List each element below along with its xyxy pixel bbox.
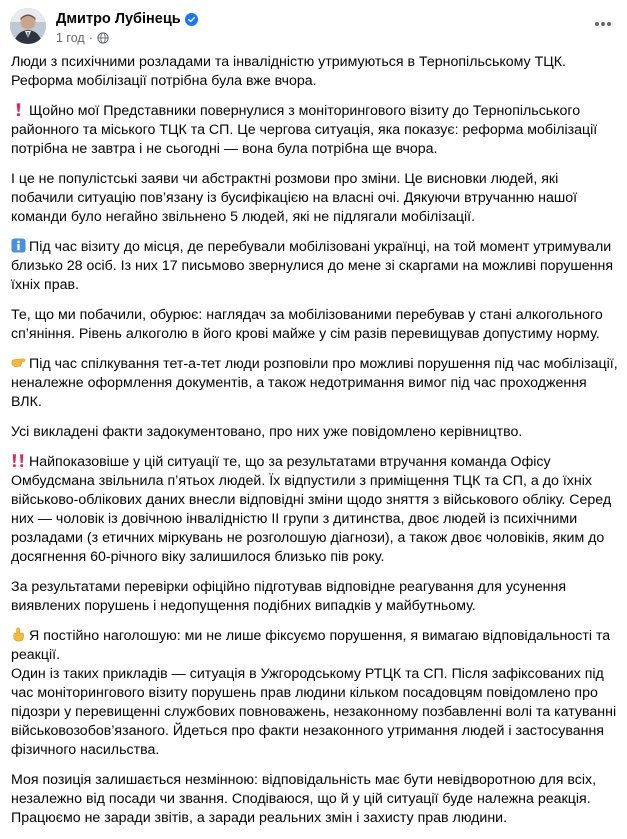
avatar-image	[10, 8, 46, 44]
public-globe-icon[interactable]	[97, 32, 109, 44]
paragraph-text: Усі викладені факти задокументовано, про них уже повідомлено керівництво.	[11, 424, 523, 440]
post-paragraph	[11, 578, 619, 616]
post-time[interactable]: 1 год	[56, 31, 85, 45]
post-header	[10, 8, 617, 48]
pointing-hand-icon	[11, 355, 26, 370]
exclamation-icon	[11, 102, 26, 117]
post-paragraph	[11, 53, 619, 91]
post-paragraph	[11, 355, 619, 412]
paragraph-text: Під час візиту до місця, де перебували мобілізовані українці, на той момент утримували близько 28 осіб. Із них 17 письмово звернулися до мене зі скаргами на можливі порушення їхніх прав.	[11, 239, 613, 293]
paragraph-text: І це не популістські заяви чи абстрактні розмови про зміни. Це висновки людей, які побачили ситуацію пов’язану із бусифікацією на власні очі. Дякуючи втручанню нашої команди було негайно звільнено 5 людей, які не підлягали мобілізації.	[11, 171, 578, 225]
raised-finger-icon	[11, 627, 26, 642]
paragraph-text: Люди з психічними розладами та інвалідністю утримуються в Тернопільському ТЦК. Реформа мобілізації потрібна була вже вчора.	[11, 54, 566, 89]
post-body	[11, 53, 619, 839]
author-name[interactable]: Дмитро Лубінець	[56, 11, 181, 27]
post-paragraph	[11, 665, 619, 760]
paragraph-text: Я постійно наголошую: ми не лише фіксуємо порушення, я вимагаю відповідальності та реакції.	[11, 628, 611, 663]
paragraph-text: Моя позиція залишається незмінною: відповідальність має бути невідворотною для всіх, незалежно від посади чи звання. Сподіваюся, що й у цій ситуації буде належна реакція. Працюємо не заради звітів, а заради реальних змін і захисту прав людини.	[11, 772, 597, 826]
paragraph-text: Під час спілкування тет-а-тет люди розповіли про можливі порушення під час мобілізації, неналежне оформлення документів, а також недотримання вимог під час проходження ВЛК.	[11, 356, 618, 410]
post-paragraph	[11, 238, 619, 295]
post-paragraph	[11, 771, 619, 828]
more-dots-icon	[594, 21, 612, 27]
post-paragraph	[11, 170, 619, 227]
author-block	[56, 10, 198, 46]
verified-badge-icon	[185, 13, 198, 26]
avatar[interactable]	[10, 8, 46, 44]
paragraph-text: За результатами перевірки офіційно підготував відповідне реагування для усунення виявлених порушень і недопущення подібних випадків у майбутньому.	[11, 579, 567, 614]
author-row	[56, 10, 198, 28]
paragraph-text: Щойно мої Представники повернулися з моніторингового візиту до Тернопільського районного та міського ТЦК та СП. Це чергова ситуація, яка показує: реформа мобілізації потрібна не завтра і не сьогодні — вона була потрібна ще вчора.	[11, 103, 598, 157]
post-paragraph	[11, 102, 619, 159]
post-paragraph	[11, 423, 619, 442]
meta-separator: ·	[88, 31, 93, 45]
more-options-button[interactable]	[591, 12, 615, 36]
double-exclamation-icon	[11, 453, 26, 468]
post-paragraph	[11, 453, 619, 567]
paragraph-text: Найпоказовіше у цій ситуації те, що за результатами втручання команда Офісу Омбудсмана звільнила п’ятьох людей. Їх відпустили з приміщення ТЦК та СП, а до їхніх військово-облікових даних внесли відповідні зміни щодо зняття з військового обліку. Серед них — чоловік із довічною інвалідністю ІІ групи з дитинства, двоє людей із психічними розладами (з етичних міркувань не розголошую діагнози), а також двоє чоловіків, яким до досягнення 60-річного віку залишилося близько пів року.	[11, 454, 612, 565]
post-paragraph	[11, 627, 619, 665]
post-meta	[56, 30, 198, 46]
paragraph-text: Те, що ми побачили, обурює: наглядач за мобілізованими перебував у стані алкогольного сп’яніння. Рівень алкоголю в його крові майже у сім разів перевищував допустиму норму.	[11, 307, 603, 342]
post-paragraph	[11, 306, 619, 344]
info-icon	[11, 238, 26, 253]
paragraph-text: Один із таких прикладів — ситуація в Ужгородському РТЦК та СП. Після зафіксованих під час моніторингового візиту порушень прав людини кільком посадовцям повідомлено про підозри у перевищенні службових повноважень, незаконному позбавленні волі та катуванні військовозобов’язаного. Йдеться про факти незаконного утримання людей і застосування фізичного насильства.	[11, 666, 617, 758]
